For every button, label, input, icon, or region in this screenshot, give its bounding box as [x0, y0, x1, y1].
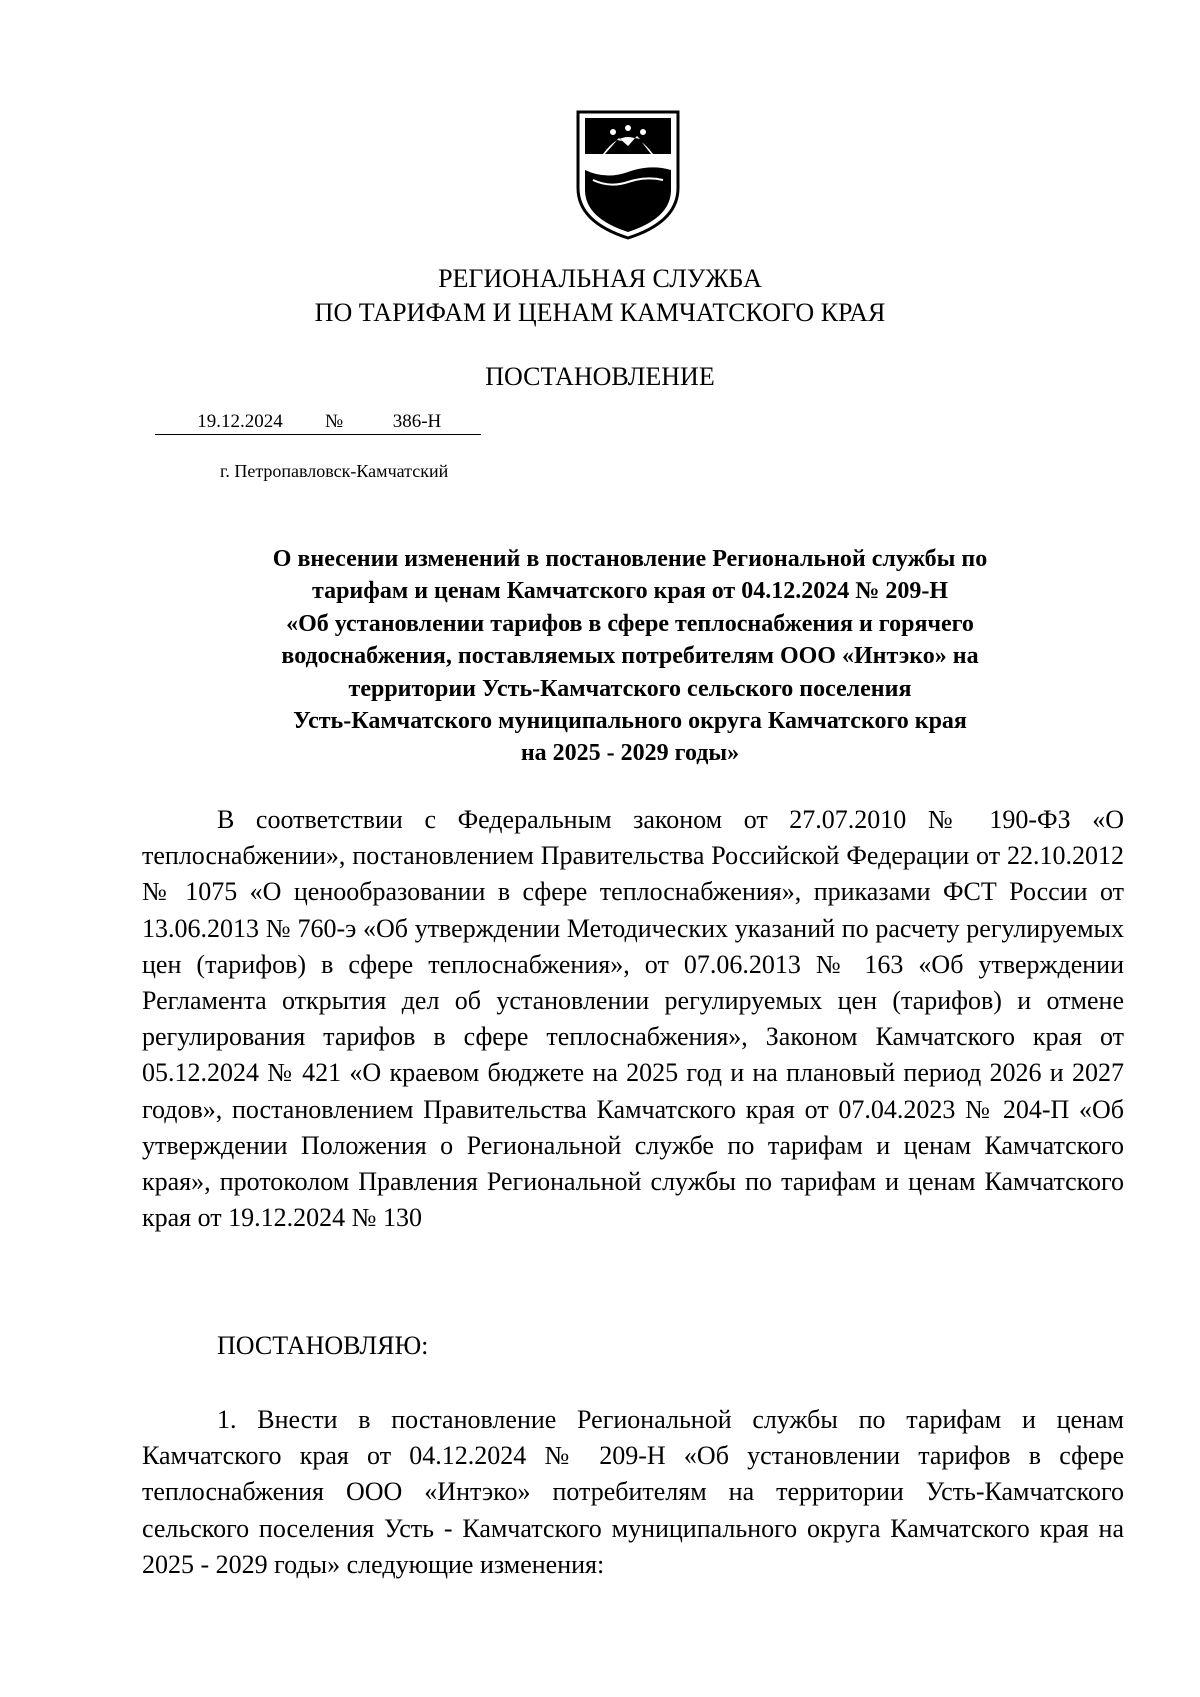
title-line: территории Усть-Камчатского сельского поселения — [348, 675, 912, 702]
document-type: ПОСТАНОВЛЕНИЕ — [485, 362, 715, 391]
resolve-heading: ПОСТАНОВЛЯЮ: — [217, 1331, 429, 1360]
title-line: тарифам и ценам Камчатского края от 04.12.2024 № 209-Н — [312, 578, 948, 605]
kamchatka-coat-of-arms-icon — [575, 110, 681, 240]
document-date: 19.12.2024 — [155, 410, 325, 435]
title-line: на 2025 - 2029 годы» — [520, 740, 740, 767]
organization-name — [0, 262, 1200, 330]
organization-name-line1: РЕГИОНАЛЬНАЯ СЛУЖБА — [438, 264, 762, 293]
date-number-line — [155, 410, 481, 435]
organization-name-line2: ПО ТАРИФАМ И ЦЕНАМ КАМЧАТСКОГО КРАЯ — [314, 298, 886, 327]
preamble-paragraph: В соответствии с Федеральным законом от 27.07.2010 № 190-ФЗ «О теплоснабжении», постановлением Правительства Российской Федерации от 22.10.2012 № 1075 «О ценообразовании в сфере теплоснабжения», приказами ФСТ России от 13.06.2013 № 760-э «Об утверждении Методических указаний по расчету регулируемых цен (тарифов) в сфере теплоснабжения», от 07.06.2013 № 163 «Об утверждении Регламента открытия дел об установлении регулируемых цен (тарифов) и отмене регулирования тарифов в сфере теплоснабжения», Законом Камчатского края от 05.12.2024 № 421 «О краевом бюджете на 2025 год и на плановый период 2026 и 2027 годов», постановлением Правительства Камчатского края от 07.04.2023 № 204-П «Об утверждении Положения о Региональной службе по тарифам и ценам Камчатского края», протоколом Правления Региональной службы по тарифам и ценам Камчатского края от 19.12.2024 № 130 — [142, 805, 1124, 1233]
city: г. Петропавловск-Камчатский — [220, 461, 449, 481]
document-number: 386-Н — [353, 410, 481, 435]
item-1-paragraph: 1. Внести в постановление Региональной службы по тарифам и ценам Камчатского края от 04.12.2024 № 209-Н «Об установлении тарифов в сфере теплоснабжения ООО «Интэко» потребителям на территории Усть-Камчатского сельского поселения Усть - Камчатского муниципального округа Камчатского края на 2025 - 2029 годы» следующие изменения: — [142, 1405, 1124, 1579]
number-sign: № — [325, 410, 353, 435]
title-line: О внесении изменений в постановление Региональной службы по — [272, 546, 988, 572]
title-line: Усть-Камчатского муниципального округа Камчатского края — [293, 708, 967, 735]
title-line: «Об установлении тарифов в сфере теплоснабжения и горячего — [286, 610, 974, 637]
title-line: водоснабжения, поставляемых потребителям ООО «Интэко» на — [281, 643, 979, 670]
document-title — [160, 543, 1100, 770]
